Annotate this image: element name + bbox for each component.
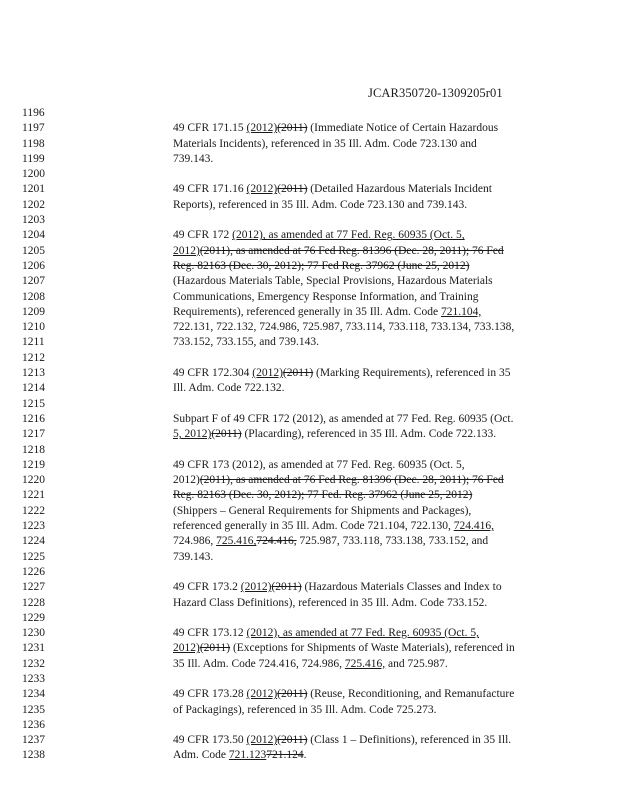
text-line xyxy=(173,152,543,167)
inserted-text: (2012) xyxy=(246,734,278,747)
text-line xyxy=(173,259,543,274)
deleted-text: (2011) xyxy=(277,183,308,196)
deleted-text: (2011) xyxy=(277,734,308,747)
inserted-text: (2012) xyxy=(246,183,278,196)
inserted-text: 2012) xyxy=(173,642,200,655)
inserted-text: 725.416, xyxy=(344,657,386,670)
line-number: 1227 xyxy=(22,581,45,594)
line-number: 1226 xyxy=(22,565,45,578)
line-number: 1234 xyxy=(22,688,45,701)
line-number: 1216 xyxy=(22,412,45,425)
line-number: 1223 xyxy=(22,520,45,533)
blank-line xyxy=(173,351,543,366)
deleted-text: (2011) xyxy=(277,122,308,135)
line-number: 1230 xyxy=(22,627,45,640)
line-number: 1212 xyxy=(22,351,45,364)
text-segment: (Hazardous Materials Table, Special Provisions, Hazardous Materials xyxy=(173,275,493,288)
text-segment: Reports), referenced in 35 Ill. Adm. Code 723.130 and 739.143. xyxy=(173,198,468,211)
line-number: 1204 xyxy=(22,229,45,242)
text-segment: (Class 1 – Definitions), referenced in 35 Ill. xyxy=(307,734,512,747)
text-line xyxy=(173,274,543,289)
inserted-text: (2012), as amended at 77 Fed. Reg. 60935 (Oct. 5, xyxy=(246,627,480,640)
line-number: 1235 xyxy=(22,703,45,716)
deleted-text: (2011) xyxy=(282,367,314,380)
line-number: 1236 xyxy=(22,718,45,731)
text-line xyxy=(173,366,543,381)
text-line xyxy=(173,427,543,442)
text-line xyxy=(173,305,543,320)
deleted-text: Reg. 82163 (Dec. 30, 2012); 77 Fed Reg. 37962 (June 25, 2012) xyxy=(173,259,470,272)
text-line xyxy=(173,580,543,595)
line-number-column xyxy=(22,106,45,764)
text-segment: and 725.987. xyxy=(385,657,448,670)
line-number: 1197 xyxy=(22,122,45,135)
deleted-text: Reg. 82163 (Dec. 30, 2012); 77 Fed. Reg. 37962 (June 25, 2012) xyxy=(173,489,473,502)
text-line xyxy=(173,137,543,152)
deleted-text: (2011) xyxy=(277,688,308,701)
line-number: 1217 xyxy=(22,428,45,441)
text-segment: of Packagings), referenced in 35 Ill. Adm. Code 725.273. xyxy=(173,703,437,716)
line-number: 1203 xyxy=(22,214,45,227)
line-number: 1222 xyxy=(22,504,45,517)
blank-line xyxy=(173,565,543,580)
text-segment: (Exceptions for Shipments of Waste Materials), referenced in xyxy=(230,642,515,655)
text-segment: Materials Incidents), referenced in 35 Ill. Adm. Code 723.130 and xyxy=(173,137,477,150)
text-segment: 739.143. xyxy=(173,550,214,563)
line-number: 1199 xyxy=(22,152,45,165)
text-segment: 49 CFR 173.50 xyxy=(173,734,247,747)
inserted-text: 721.123 xyxy=(228,749,267,762)
text-line xyxy=(173,488,543,503)
blank-line xyxy=(173,672,543,687)
blank-line xyxy=(173,213,543,228)
line-number: 1206 xyxy=(22,259,45,272)
document-id: JCAR350720-1309205r01 xyxy=(368,86,503,100)
line-number: 1205 xyxy=(22,244,45,257)
text-line xyxy=(173,121,543,136)
text-segment: (Reuse, Reconditioning, and Remanufacture xyxy=(307,688,515,701)
deleted-text: (2011), as amended at 76 Fed Reg. 81396 (Dec. 28, 2011); 76 Fed xyxy=(199,244,504,257)
text-segment: (Placarding), referenced in 35 Ill. Adm. Code 722.133. xyxy=(241,428,497,441)
line-number: 1215 xyxy=(22,397,45,410)
text-line xyxy=(173,473,543,488)
text-line xyxy=(173,244,543,259)
text-line xyxy=(173,534,543,549)
text-segment: . xyxy=(303,749,307,762)
inserted-text: 725.416, xyxy=(216,535,257,548)
text-segment: 722.131, 722.132, 724.986, 725.987, 733.114, 733.118, 733.134, 733.138, xyxy=(173,321,515,334)
line-number: 1207 xyxy=(22,275,45,288)
text-segment: Ill. Adm. Code 722.132. xyxy=(173,382,285,395)
line-number: 1219 xyxy=(22,458,45,471)
line-number: 1208 xyxy=(22,290,45,303)
line-number: 1210 xyxy=(22,321,45,334)
deleted-text: (2011) xyxy=(211,428,242,441)
text-line xyxy=(173,748,543,763)
deleted-text: (2011) xyxy=(271,581,302,594)
blank-line xyxy=(173,718,543,733)
text-segment: 49 CFR 173.2 xyxy=(173,581,241,594)
line-number: 1209 xyxy=(22,305,45,318)
text-line xyxy=(173,458,543,473)
inserted-text: (2012) xyxy=(252,367,283,380)
text-segment: 724.986, xyxy=(173,535,217,548)
deleted-text: 721.124 xyxy=(266,749,304,762)
blank-line xyxy=(173,397,543,412)
deleted-text: (2011), as amended at 76 Fed Reg. 81396 (Dec. 28, 2011); 76 Fed xyxy=(199,474,504,487)
deleted-text: 724.416, xyxy=(256,535,297,548)
text-segment: Subpart F of 49 CFR 172 (2012), as amended at 77 Fed. Reg. 60935 (Oct. xyxy=(173,412,514,425)
deleted-text: (2011) xyxy=(199,642,231,655)
text-line xyxy=(173,504,543,519)
text-line xyxy=(173,198,543,213)
regulation-text xyxy=(173,106,543,764)
line-number: 1225 xyxy=(22,550,45,563)
text-segment: 49 CFR 172 xyxy=(173,229,233,242)
text-segment: Hazard Class Definitions), referenced in 35 Ill. Adm. Code 733.152. xyxy=(173,596,488,609)
inserted-text: (2012) xyxy=(246,122,278,135)
line-number: 1196 xyxy=(22,107,45,119)
text-line xyxy=(173,596,543,611)
line-number: 1221 xyxy=(22,489,45,502)
line-number: 1233 xyxy=(22,672,45,685)
inserted-text: (2012) xyxy=(246,688,278,701)
line-number: 1200 xyxy=(22,168,45,181)
blank-line xyxy=(173,611,543,626)
line-number: 1232 xyxy=(22,657,45,670)
text-segment: 49 CFR 171.16 xyxy=(173,183,247,196)
text-segment: Requirements), referenced generally in 35 Ill. Adm. Code xyxy=(173,305,441,318)
text-segment: (Marking Requirements), referenced in 35 xyxy=(313,367,511,380)
text-segment: Communications, Emergency Response Information, and Training xyxy=(173,290,479,303)
text-line xyxy=(173,320,543,335)
line-number: 1228 xyxy=(22,596,45,609)
text-line xyxy=(173,703,543,718)
line-number: 1231 xyxy=(22,642,45,655)
text-segment: (Immediate Notice of Certain Hazardous xyxy=(307,122,499,135)
text-segment: referenced generally in 35 Ill. Adm. Code 721.104, 722.130, xyxy=(173,520,454,533)
inserted-text: (2012), as amended at 77 Fed. Reg. 60935 (Oct. 5, xyxy=(232,229,465,242)
text-segment: 49 CFR 173.12 xyxy=(173,627,247,640)
inserted-text: 724.416, xyxy=(453,520,494,533)
text-segment: (Shippers – General Requirements for Shipments and Packages), xyxy=(173,504,472,517)
text-segment: 2012) xyxy=(173,474,200,487)
text-segment: 49 CFR 171.15 xyxy=(173,122,247,135)
line-number: 1224 xyxy=(22,535,45,548)
line-number: 1237 xyxy=(22,734,45,747)
text-line xyxy=(173,626,543,641)
text-line xyxy=(173,228,543,243)
text-line xyxy=(173,519,543,534)
line-number: 1201 xyxy=(22,183,45,196)
blank-line xyxy=(173,167,543,182)
text-line xyxy=(173,657,543,672)
text-line xyxy=(173,550,543,565)
line-number: 1198 xyxy=(22,137,45,150)
line-number: 1211 xyxy=(22,336,45,349)
text-line xyxy=(173,733,543,748)
text-segment: (Hazardous Materials Classes and Index to xyxy=(301,581,502,594)
text-segment: (Detailed Hazardous Materials Incident xyxy=(307,183,492,196)
line-number: 1218 xyxy=(22,443,45,456)
inserted-text: 2012) xyxy=(173,244,200,257)
text-segment: 49 CFR 173 (2012), as amended at 77 Fed. Reg. 60935 (Oct. 5, xyxy=(173,458,465,471)
text-segment: 49 CFR 173.28 xyxy=(173,688,247,701)
line-number: 1220 xyxy=(22,474,45,487)
line-number: 1214 xyxy=(22,382,45,395)
text-segment: 725.987, 733.118, 733.138, 733.152, and xyxy=(296,535,489,548)
text-line xyxy=(173,687,543,702)
blank-line xyxy=(173,443,543,458)
inserted-text: 5, 2012) xyxy=(173,428,212,441)
text-line xyxy=(173,335,543,350)
line-number: 1229 xyxy=(22,611,45,624)
inserted-text: (2012) xyxy=(240,581,272,594)
inserted-text: 721.104, xyxy=(440,305,482,318)
text-line xyxy=(173,641,543,656)
text-segment: 49 CFR 172.304 xyxy=(173,367,253,380)
text-line xyxy=(173,381,543,396)
blank-line xyxy=(173,106,543,121)
text-line xyxy=(173,412,543,427)
text-line xyxy=(173,182,543,197)
text-line xyxy=(173,290,543,305)
line-number: 1238 xyxy=(22,749,45,762)
text-segment: 35 Ill. Adm. Code 724.416, 724.986, xyxy=(173,657,345,670)
text-segment: Adm. Code xyxy=(173,749,229,762)
line-number: 1202 xyxy=(22,198,45,211)
text-segment: 733.152, 733.155, and 739.143. xyxy=(173,336,319,349)
text-segment: 739.143. xyxy=(173,152,214,165)
line-number: 1213 xyxy=(22,367,45,380)
